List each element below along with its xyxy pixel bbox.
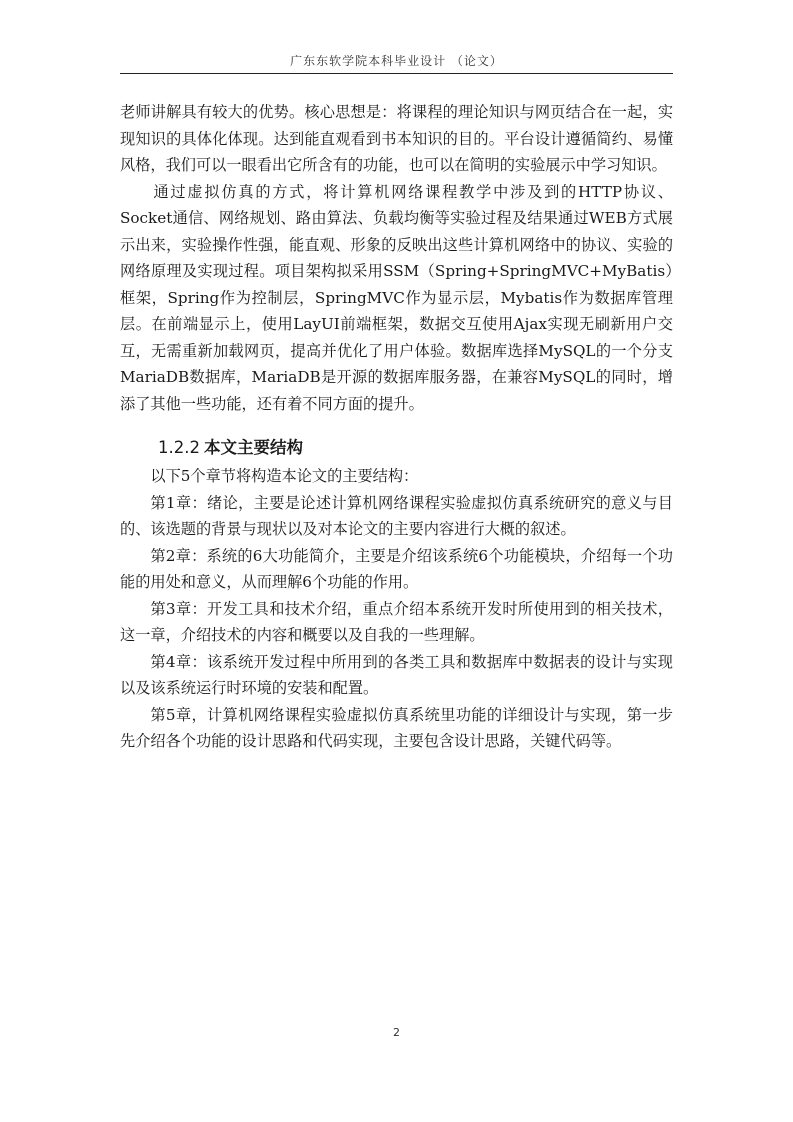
running-header: 广东东软学院本科毕业设计 （论文） xyxy=(290,54,503,68)
paragraph-structure-intro: 以下5个章节将构造本论文的主要结构： xyxy=(150,467,419,485)
section-title: 本文主要结构 xyxy=(203,438,303,457)
paragraph-chapter-2: 第2章：系统的6大功能简介，主要是介绍该系统6个功能模块，介绍每一个功能的用处和意义，从而理解6个功能的作用。 xyxy=(120,546,673,591)
paragraph-continued: 老师讲解具有较大的优势。核心思想是：将课程的理论知识与网页结合在一起，实现知识的具体化体现。达到能直观看到书本知识的目的。平台设计遵循简约、易懂风格，我们可以一眼看出它所含有的功能，也可以在简明的实验展示中学习知识。 xyxy=(120,103,673,174)
paragraph-chapter-5: 第5章，计算机网络课程实验虚拟仿真系统里功能的详细设计与实现，第一步先介绍各个功能的设计思路和代码实现，主要包含设计思路，关键代码等。 xyxy=(120,705,673,750)
section-number: 1.2.2 xyxy=(158,438,200,457)
paragraph-chapter-3: 第3章：开发工具和技术介绍，重点介绍本系统开发时所使用到的相关技术，这一章，介绍技术的内容和概要以及自我的一些理解。 xyxy=(120,599,673,644)
paragraph-chapter-4: 第4章：该系统开发过程中所用到的各类工具和数据库中数据表的设计与实现以及该系统运行时环境的安装和配置。 xyxy=(120,652,673,697)
document-body xyxy=(120,99,673,755)
paragraph-virtual-simulation: 通过虚拟仿真的方式，将计算机网络课程教学中涉及到的HTTP协议、Socket通信、网络规划、路由算法、负载均衡等实验过程及结果通过WEB方式展示出来，实验操作性强，能直观、形象的反映出这些计算机网络中的协议、实验的网络原理及实现过程。项目架构拟采用SSM（Spring+SpringMVC+MyBatis）框架，Spring作为控制层，SpringMVC作为显示层，Mybatis作为数据库管理层。在前端显示上，使用LayUI前端框架，数据交互使用Ajax实现无刷新用户交互，无需重新加载网页，提高并优化了用户体验。数据库选择MySQL的一个分支MariaDB数据库，MariaDB是开源的数据库服务器，在兼容MySQL的同时，增添了其他一些功能，还有着不同方面的提升。 xyxy=(120,182,673,413)
section-heading xyxy=(120,433,673,463)
page-number: 2 xyxy=(393,1026,400,1039)
header-divider xyxy=(120,73,673,74)
paragraph-chapter-1: 第1章：绪论，主要是论述计算机网络课程实验虚拟仿真系统研究的意义与目的、该选题的背景与现状以及对本论文的主要内容进行大概的叙述。 xyxy=(120,493,673,538)
